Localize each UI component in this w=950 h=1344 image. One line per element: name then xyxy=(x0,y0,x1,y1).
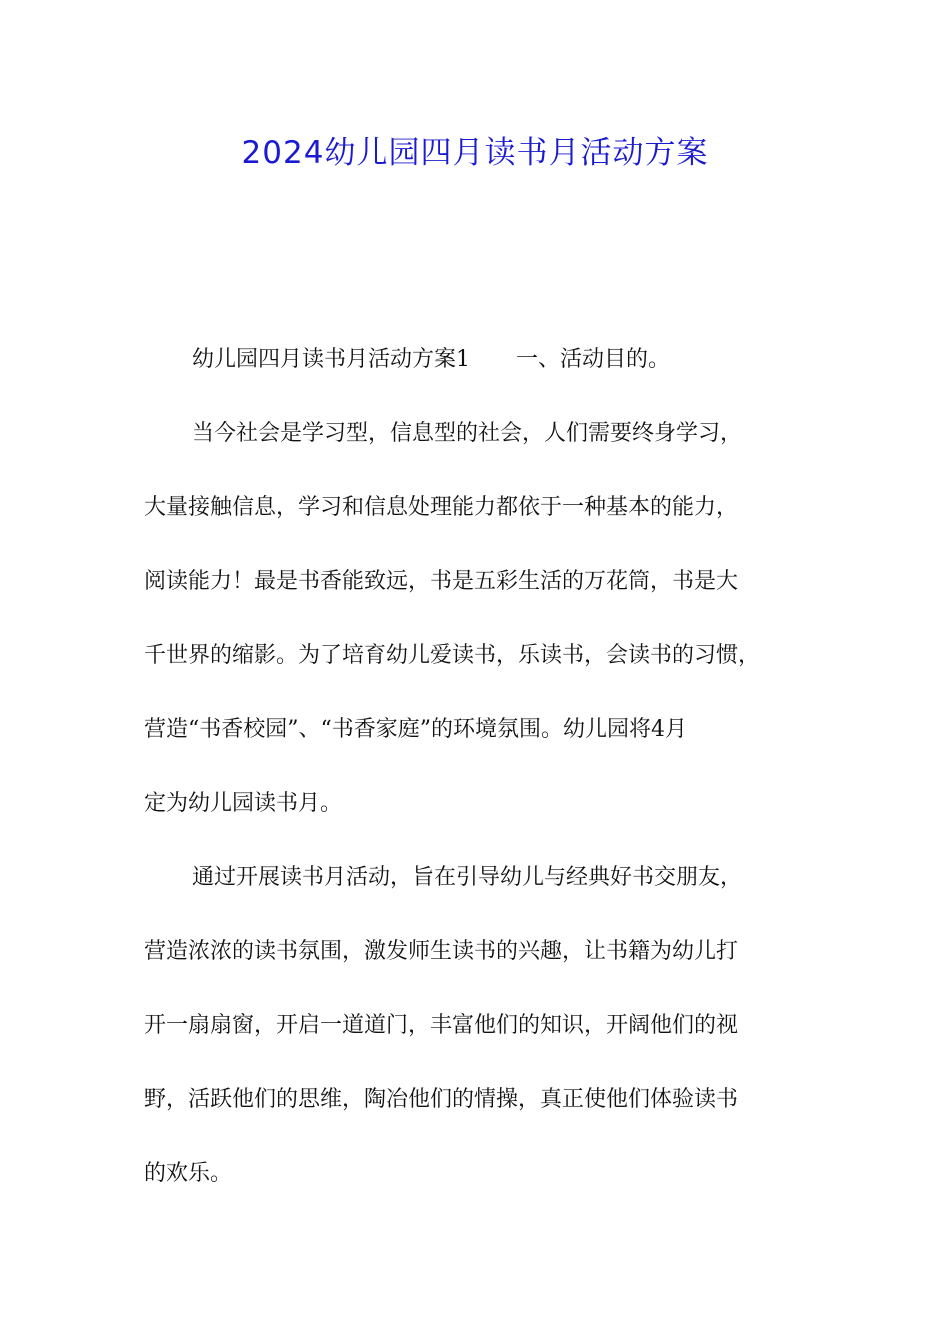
paragraph-line: 开一扇扇窗，开启一道道门，丰富他们的知识，开阔他们的视 xyxy=(144,1013,739,1038)
paragraph-line: 阅读能力！最是书香能致远，书是五彩生活的万花筒，书是大 xyxy=(144,569,739,594)
paragraph-line: 野，活跃他们的思维，陶冶他们的情操，真正使他们体验读书 xyxy=(144,1087,739,1112)
document-body xyxy=(144,334,834,1222)
paragraph-line: 定为幼儿园读书月。 xyxy=(144,791,343,816)
paragraph-line: 营造“书香校园”、“书香家庭”的环境氛围。幼儿园将4月 xyxy=(144,717,687,742)
paragraph-line: 当今社会是学习型，信息型的社会，人们需要终身学习， xyxy=(192,421,743,446)
paragraph-line xyxy=(144,334,834,408)
paragraph-line: 的欢乐。 xyxy=(144,1161,233,1186)
paragraph-line: 通过开展读书月活动，旨在引导幼儿与经典好书交朋友， xyxy=(192,865,743,890)
section-heading: 一、活动目的。 xyxy=(516,347,671,372)
plan-heading: 幼儿园四月读书月活动方案1 xyxy=(192,347,470,372)
paragraph-line: 营造浓浓的读书氛围，激发师生读书的兴趣，让书籍为幼儿打 xyxy=(144,939,739,964)
paragraph-line: 大量接触信息，学习和信息处理能力都依于一种基本的能力， xyxy=(144,495,739,520)
paragraph-line: 千世界的缩影。为了培育幼儿爱读书，乐读书，会读书的习惯， xyxy=(144,643,761,668)
document-title: 2024幼儿园四月读书月活动方案 xyxy=(241,135,709,171)
